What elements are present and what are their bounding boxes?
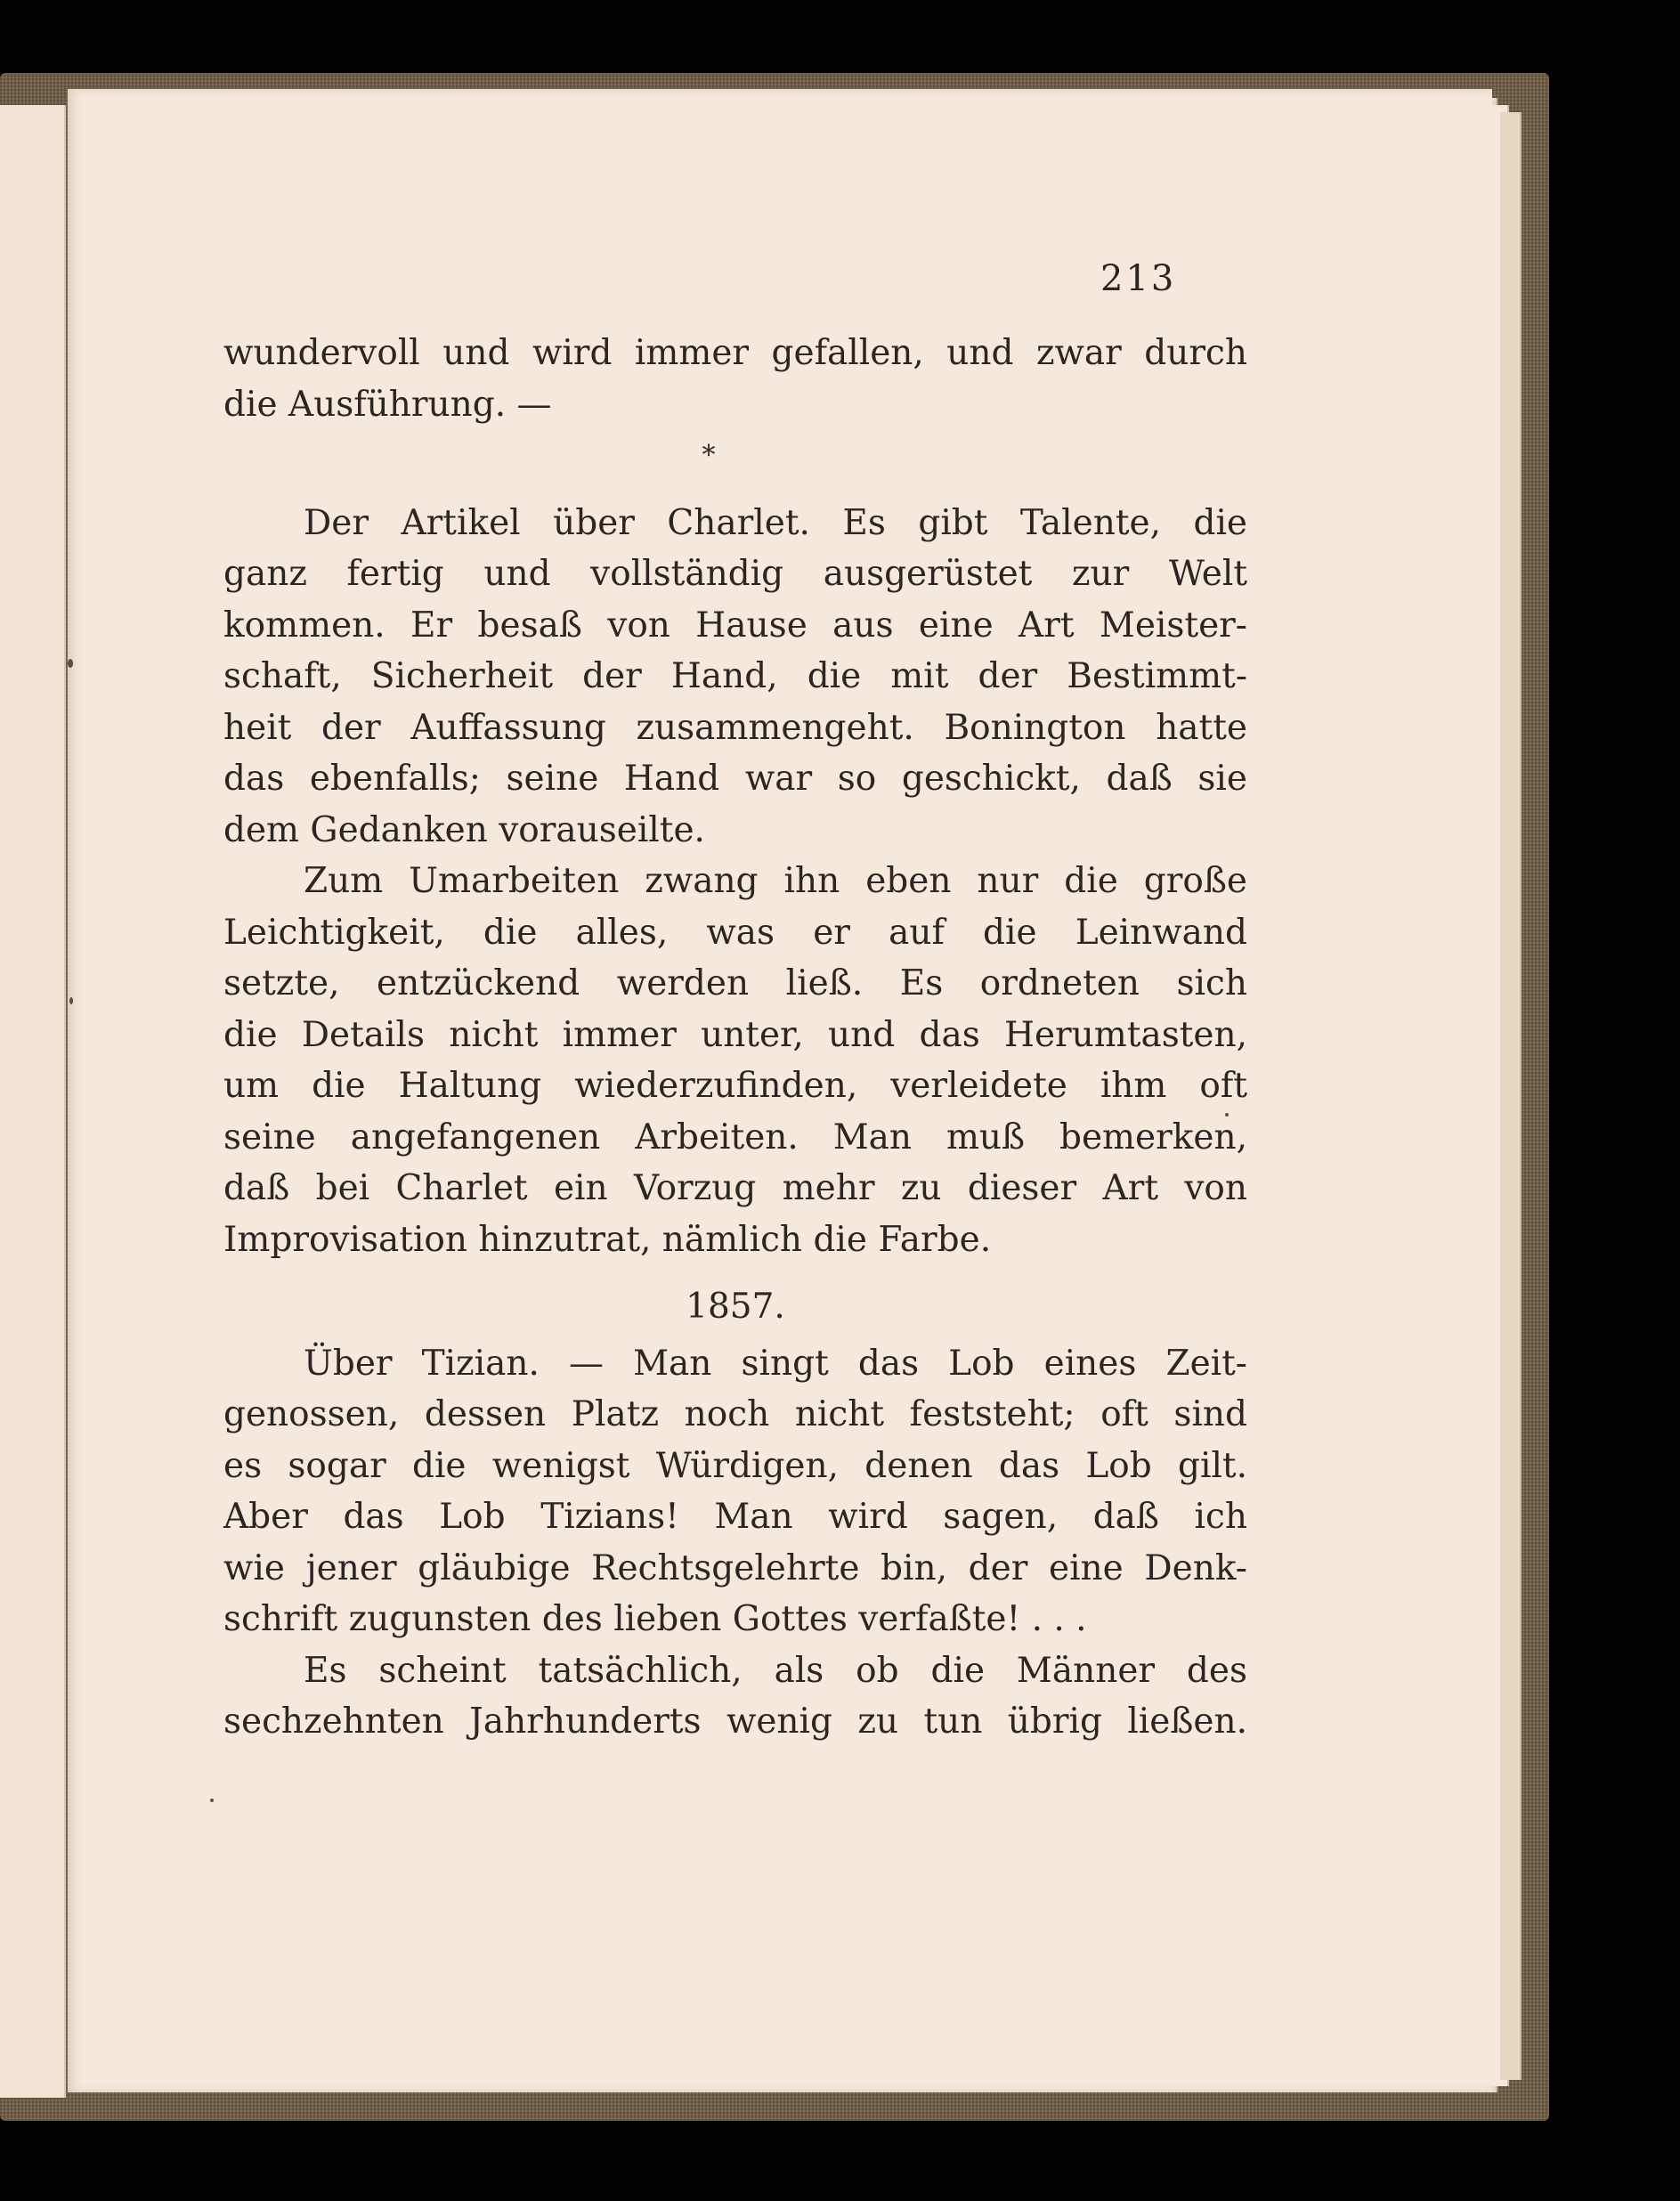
- text-line: das ebenfalls; seine Hand war so geschickt, daß sie: [223, 759, 1247, 799]
- text-line: Improvisation hinzutrat, nämlich die Farbe.: [223, 1219, 992, 1260]
- text-line: dem Gedanken vorauseilte.: [223, 809, 705, 850]
- text-line: die Details nicht immer unter, und das Herumtasten,: [223, 1014, 1247, 1055]
- previous-page-edge: [0, 105, 66, 2098]
- paper-speck: [69, 997, 73, 1004]
- text-line: Aber das Lob Tizians! Man wird sagen, daß ich: [223, 1497, 1247, 1537]
- text-line: Es scheint tatsächlich, als ob die Männer des: [304, 1650, 1247, 1691]
- paper-speck: [68, 659, 73, 668]
- paper-speck: [1225, 1113, 1229, 1117]
- text-line: ganz fertig und vollständig ausgerüstet zur Welt: [223, 554, 1247, 594]
- text-line: Der Artikel über Charlet. Es gibt Talente, die: [304, 502, 1247, 543]
- text-line: Leichtigkeit, die alles, was er auf die Leinwand: [223, 912, 1247, 953]
- text-line: genossen, dessen Platz noch nicht feststeht; oft sind: [223, 1394, 1247, 1434]
- paper-speck: [210, 1799, 214, 1802]
- book-page: [68, 89, 1492, 2092]
- text-line: Über Tizian. — Man singt das Lob eines Zeit-: [304, 1343, 1247, 1384]
- text-line: heit der Auffassung zusammengeht. Bonington hatte: [223, 707, 1247, 748]
- text-line: wie jener gläubige Rechtsgelehrte bin, der eine Denk-: [223, 1547, 1247, 1588]
- page-body: [223, 328, 1247, 1748]
- text-line: schaft, Sicherheit der Hand, die mit der Bestimmt-: [223, 656, 1247, 696]
- text-line: seine angefangenen Arbeiten. Man muß bemerken,: [223, 1117, 1247, 1157]
- text-line: wundervoll und wird immer gefallen, und zwar durch: [223, 333, 1247, 373]
- text-line: sechzehnten Jahrhunderts wenig zu tun übrig ließen.: [223, 1702, 1247, 1742]
- text-line: kommen. Er besaß von Hause aus eine Art Meister-: [223, 605, 1247, 646]
- text-line: um die Haltung wiederzufinden, verleidete ihm oft: [223, 1066, 1247, 1106]
- text-line: setzte, entzückend werden ließ. Es ordneten sich: [223, 963, 1247, 1003]
- page-number: 213: [1100, 258, 1177, 299]
- text-line: die Ausführung. —: [223, 384, 552, 425]
- text-line: schrift zugunsten des lieben Gottes verfaßte! . . .: [223, 1599, 1087, 1639]
- text-line: Zum Umarbeiten zwang ihn eben nur die große: [304, 861, 1247, 901]
- section-year-heading: 1857.: [686, 1287, 785, 1327]
- text-line: es sogar die wenigst Würdigen, denen das Lob gilt.: [223, 1445, 1247, 1486]
- section-separator: *: [702, 440, 716, 471]
- text-line: daß bei Charlet ein Vorzug mehr zu dieser Art von: [223, 1168, 1247, 1208]
- page-edge: [1500, 112, 1522, 2080]
